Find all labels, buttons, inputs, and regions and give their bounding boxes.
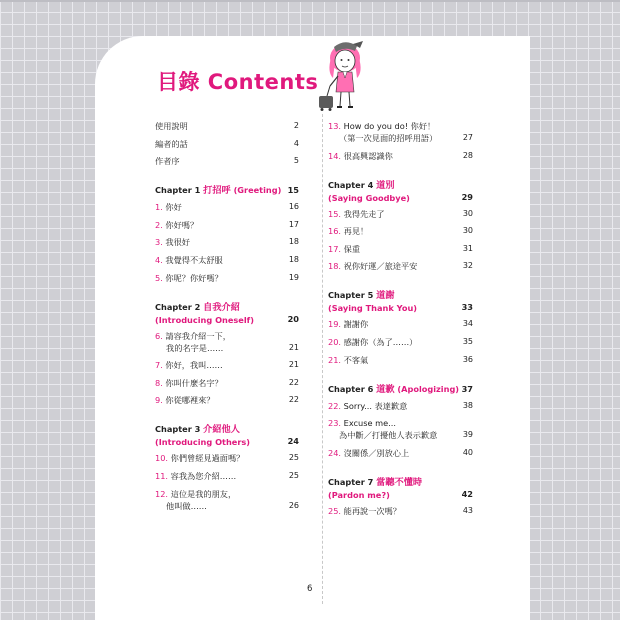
toc-entry[interactable]: 3. 我很好 18 bbox=[155, 237, 299, 248]
toc-entry[interactable]: 7. 你好，我叫…… 21 bbox=[155, 360, 299, 371]
toc-entry[interactable]: 編者的話 4 bbox=[155, 138, 299, 149]
chapter-heading[interactable]: Chapter 5 道謝 (Saying Thank You) 33 bbox=[328, 290, 473, 314]
chapter-heading[interactable]: Chapter 2 自我介紹 (Introducing Oneself) 20 bbox=[155, 301, 299, 325]
toc-entry[interactable]: 12. 這位是我的朋友， 他叫做…… 26 bbox=[155, 488, 299, 511]
top-border bbox=[0, 0, 620, 2]
page-title: 目錄 Contents bbox=[157, 70, 319, 94]
toc-entry[interactable]: 4. 我覺得不太舒服 18 bbox=[155, 254, 299, 265]
toc-entry[interactable]: 18. 祝你好運／旅途平安 32 bbox=[328, 261, 473, 272]
toc-entry[interactable]: 8. 你叫什麼名字？ 22 bbox=[155, 377, 299, 388]
toc-entry[interactable]: 16. 再見！ 30 bbox=[328, 226, 473, 237]
toc-right-column bbox=[328, 120, 473, 608]
toc-entry[interactable]: 5. 你呢？你好嗎？ 19 bbox=[155, 272, 299, 283]
toc-entry[interactable]: 作者序 5 bbox=[155, 156, 299, 167]
chapter-heading[interactable]: Chapter 6 道歉 (Apologizing) 37 bbox=[328, 383, 473, 395]
toc-page bbox=[95, 36, 530, 620]
toc-entry[interactable]: 21. 不客氣 36 bbox=[328, 354, 473, 365]
toc-entry[interactable]: 24. 沒關係／別放心上 40 bbox=[328, 447, 473, 458]
column-divider bbox=[322, 114, 323, 604]
chapter-heading[interactable]: Chapter 7 當聽不懂時 (Pardon me?) 42 bbox=[328, 476, 473, 500]
toc-entry[interactable]: 17. 保重 31 bbox=[328, 243, 473, 254]
toc-entry[interactable]: 9. 你從哪裡來？ 22 bbox=[155, 395, 299, 406]
toc-entry[interactable]: 19. 謝謝你 34 bbox=[328, 319, 473, 330]
chapter-heading[interactable]: Chapter 4 道別 (Saying Goodbye) 29 bbox=[328, 179, 473, 203]
chapter-heading[interactable]: Chapter 1 打招呼 (Greeting) 15 bbox=[155, 185, 299, 197]
toc-entry[interactable]: 10. 你們曾經見過面嗎？ 25 bbox=[155, 453, 299, 464]
toc-entry[interactable]: 1. 你好 16 bbox=[155, 202, 299, 213]
toc-entry[interactable]: 2. 你好嗎？ 17 bbox=[155, 219, 299, 230]
toc-entry[interactable]: 25. 能再說一次嗎？ 43 bbox=[328, 505, 473, 516]
toc-entry[interactable]: 使用說明 2 bbox=[155, 121, 299, 131]
toc-entry[interactable]: 20. 感謝你（為了……） 35 bbox=[328, 336, 473, 347]
chapter-heading[interactable]: Chapter 3 介紹他人 (Introducing Others) 24 bbox=[155, 424, 299, 448]
toc-entry[interactable]: 11. 容我為您介紹…… 25 bbox=[155, 470, 299, 481]
page-number: 6 bbox=[307, 584, 313, 594]
stewardess-mascot-illustration bbox=[317, 38, 373, 114]
toc-entry[interactable]: 22. Sorry... 表達歉意 38 bbox=[328, 400, 473, 411]
toc-entry[interactable]: 15. 我得先走了 30 bbox=[328, 208, 473, 219]
toc-entry[interactable]: 13. How do you do! 你好！ （第一次見面的招呼用語） 27 bbox=[328, 121, 473, 143]
toc-entry[interactable]: 6. 請容我介紹一下， 我的名字是…… 21 bbox=[155, 330, 299, 353]
toc-entry[interactable]: 14. 很高興認識你 28 bbox=[328, 150, 473, 161]
toc-entry[interactable]: 23. Excuse me... 為中斷／打擾他人表示歉意 39 bbox=[328, 418, 473, 441]
toc-left-column bbox=[155, 120, 299, 608]
